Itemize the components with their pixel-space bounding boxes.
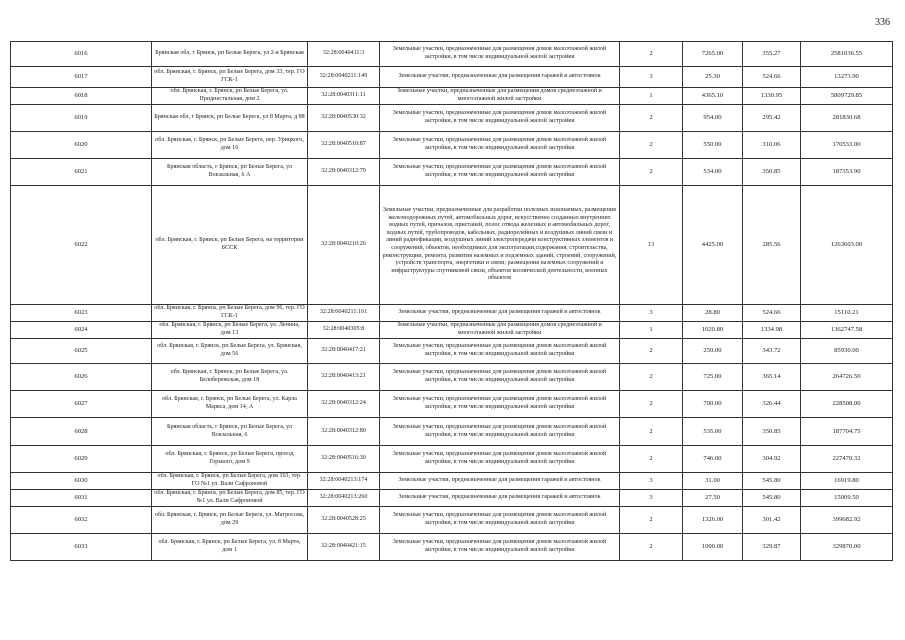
- group-cell: 2: [620, 446, 683, 473]
- table-row: [11, 42, 893, 67]
- cadastral-value-cell: 170533.00: [801, 132, 893, 159]
- cadastral-value-cell: 2581036.55: [801, 42, 893, 67]
- table-row: [11, 490, 893, 507]
- table-row: [11, 473, 893, 490]
- group-cell: 13: [620, 186, 683, 305]
- table-row: [11, 159, 893, 186]
- group-cell: 2: [620, 507, 683, 534]
- rate-cell: 301.42: [743, 507, 801, 534]
- row-number: 6020: [11, 132, 152, 159]
- area-cell: 746.00: [683, 446, 743, 473]
- cadastral-value-cell: 264726.50: [801, 364, 893, 391]
- cadastral-number-cell: 32:28:0040530:32: [308, 105, 380, 132]
- table-row: [11, 132, 893, 159]
- cadastral-number-cell: 32:28:0040211:161: [308, 305, 380, 322]
- land-purpose-cell: Земельные участки, предназначенные для размещения домов малоэтажной жилой застройки, в том числе индивидуальной жилой застройки: [380, 446, 620, 473]
- address-cell: обл. Брянская, г. Брянск, рп Белые Берега, на территории БССК: [152, 186, 308, 305]
- group-cell: 2: [620, 339, 683, 364]
- row-number: 6031: [11, 490, 152, 507]
- land-purpose-cell: Земельные участки, предназначенные для размещения домов малоэтажной жилой застройки, в том числе индивидуальной жилой застройки: [380, 339, 620, 364]
- cadastral-number-cell: 32:28:0040417:21: [308, 339, 380, 364]
- group-cell: 2: [620, 159, 683, 186]
- group-cell: 2: [620, 418, 683, 446]
- address-cell: обл. Брянская, г. Брянск, рп Белые Берега, проезд Горького, дом 9: [152, 446, 308, 473]
- rate-cell: 1330.95: [743, 88, 801, 105]
- group-cell: 3: [620, 490, 683, 507]
- row-number: 6024: [11, 322, 152, 339]
- address-cell: обл. Брянская, г. Брянск, рп Белые Берега, ул. 8 Марта, дом 1: [152, 534, 308, 561]
- row-number: 6026: [11, 364, 152, 391]
- land-purpose-cell: Земельные участки, предназначенные для размещения домов малоэтажной жилой застройки, в том числе индивидуальной жилой застройки: [380, 42, 620, 67]
- table-body: [11, 42, 893, 561]
- cadastral-value-cell: 15009.50: [801, 490, 893, 507]
- area-cell: 954.00: [683, 105, 743, 132]
- group-cell: 2: [620, 105, 683, 132]
- rate-cell: 355.27: [743, 42, 801, 67]
- address-cell: Брянская обл, г Брянск, рп Белые Берега, ул 2-я Брянская: [152, 42, 308, 67]
- rate-cell: 343.72: [743, 339, 801, 364]
- rate-cell: 524.66: [743, 67, 801, 88]
- row-number: 6025: [11, 339, 152, 364]
- table-row: [11, 186, 893, 305]
- cadastral-number-cell: 32:28:0040311:11: [308, 88, 380, 105]
- table-row: [11, 507, 893, 534]
- group-cell: 2: [620, 391, 683, 418]
- cadastral-number-cell: 32:28:0040528:25: [308, 507, 380, 534]
- cadastral-value-cell: 85930.00: [801, 339, 893, 364]
- area-cell: 27.50: [683, 490, 743, 507]
- cadastral-value-cell: 5809729.85: [801, 88, 893, 105]
- cadastral-number-cell: 32:28:0040312:80: [308, 418, 380, 446]
- cadastral-number-cell: 32:28:0040516:30: [308, 446, 380, 473]
- table-row: [11, 534, 893, 561]
- cadastral-value-cell: 1362747.58: [801, 322, 893, 339]
- cadastral-number-cell: 32:28:0040211:149: [308, 67, 380, 88]
- group-cell: 3: [620, 305, 683, 322]
- cadastral-number-cell: 32:28:0040421:15: [308, 534, 380, 561]
- rate-cell: 350.85: [743, 418, 801, 446]
- group-cell: 3: [620, 67, 683, 88]
- area-cell: 1020.80: [683, 322, 743, 339]
- cadastral-number-cell: 32:28:0040411:3: [308, 42, 380, 67]
- row-number: 6029: [11, 446, 152, 473]
- area-cell: 550.00: [683, 132, 743, 159]
- land-purpose-cell: Земельные участки, предназначенные для разработки полезных ископаемых, размещения железнодорожных путей, автомобильных дорог, искусственно созданных внутренних водных путей, причалов, пристаней, полос отвода железных и автомобильных дорог, водных путей, трубопроводов, кабельных, радиорелейных и воздушных линий связи и линий радиофикации, воздушных линий электропередачи конструктивных элементов и сооружений, объектов, необходимых для эксплуатации,содержания, строительства, реконструкции, ремонта, развития наземных и подземных зданий, строений, сооружений, устройств транспорта, энергетики и связи; размещения наземных сооружений и инфраструктуры спутниковой связи, объектов космической деятельности, военных объектов: [380, 186, 620, 305]
- cadastral-value-cell: 281830.68: [801, 105, 893, 132]
- cadastral-value-cell: 329870.00: [801, 534, 893, 561]
- cadastral-value-cell: 227470.32: [801, 446, 893, 473]
- row-number: 6027: [11, 391, 152, 418]
- area-cell: 31.00: [683, 473, 743, 490]
- cadastral-number-cell: 32:28:0040510:87: [308, 132, 380, 159]
- area-cell: 725.00: [683, 364, 743, 391]
- row-number: 6032: [11, 507, 152, 534]
- rate-cell: 545.80: [743, 473, 801, 490]
- group-cell: 3: [620, 473, 683, 490]
- area-cell: 250.00: [683, 339, 743, 364]
- rate-cell: 329.87: [743, 534, 801, 561]
- address-cell: обл. Брянская, г. Брянск, рп Белые Берега, ул. Матросова, дом 29: [152, 507, 308, 534]
- group-cell: 2: [620, 42, 683, 67]
- row-number: 6016: [11, 42, 152, 67]
- land-purpose-cell: Земельные участки, предназначенные для размещения гаражей и автостоянок: [380, 305, 620, 322]
- area-cell: 700.00: [683, 391, 743, 418]
- cadastral-value-cell: 187704.75: [801, 418, 893, 446]
- cadastral-number-cell: 32:28:0040213:260: [308, 490, 380, 507]
- land-purpose-cell: Земельные участки, предназначенные для размещения гаражей и автостоянок: [380, 473, 620, 490]
- address-cell: обл. Брянская, г. Брянск, рп Белые Берега, ул. Приднестальная, дом 2: [152, 88, 308, 105]
- group-cell: 2: [620, 132, 683, 159]
- cadastral-value-cell: 1263603.00: [801, 186, 893, 305]
- table-row: [11, 322, 893, 339]
- land-purpose-cell: Земельные участки, предназначенные для размещения домов малоэтажной жилой застройки, в том числе индивидуальной жилой застройки: [380, 391, 620, 418]
- land-purpose-cell: Земельные участки, предназначенные для размещения гаражей и автостоянок: [380, 490, 620, 507]
- cadastral-value-cell: 228508.00: [801, 391, 893, 418]
- address-cell: обл. Брянская, г. Брянск, рп Белые Берега, дом 96, тер. ГО ГСК-1: [152, 305, 308, 322]
- land-purpose-cell: Земельные участки, предназначенные для размещения гаражей и автостоянок: [380, 67, 620, 88]
- row-number: 6019: [11, 105, 152, 132]
- address-cell: обл. Брянская, г. Брянск, рп Белые Берега, дом 85, тер. ГО №1 ул. Вали Сафроновой: [152, 490, 308, 507]
- rate-cell: 304.92: [743, 446, 801, 473]
- address-cell: обл. Брянская, г. Брянск, рп Белые Берега, пер. Урицкого, дом 16: [152, 132, 308, 159]
- cadastral-number-cell: 32:28:0040312:79: [308, 159, 380, 186]
- address-cell: Брянская обл, г Брянск, рп Белые Берега, ул 8 Марта, д 88: [152, 105, 308, 132]
- address-cell: обл. Брянская, г. Брянск, рп Белые Берега, ул. Брянская, дом 56: [152, 339, 308, 364]
- rate-cell: 285.56: [743, 186, 801, 305]
- rate-cell: 524.66: [743, 305, 801, 322]
- row-number: 6017: [11, 67, 152, 88]
- land-purpose-cell: Земельные участки, предназначенные для размещения домов среднеэтажной и многоэтажной жилой застройки: [380, 322, 620, 339]
- cadastral-value-cell: 16919.80: [801, 473, 893, 490]
- page-number: 336: [875, 17, 890, 28]
- table-row: [11, 364, 893, 391]
- rate-cell: 350.85: [743, 159, 801, 186]
- land-purpose-cell: Земельные участки, предназначенные для размещения домов малоэтажной жилой застройки, в том числе индивидуальной жилой застройки: [380, 105, 620, 132]
- area-cell: 535.00: [683, 418, 743, 446]
- group-cell: 2: [620, 364, 683, 391]
- rate-cell: 1334.98: [743, 322, 801, 339]
- table-row: [11, 339, 893, 364]
- area-cell: 4365.10: [683, 88, 743, 105]
- address-cell: Брянская область, г Брянск, рп Белые Берега, ул Вокзальная, 6: [152, 418, 308, 446]
- table-row: [11, 67, 893, 88]
- land-purpose-cell: Земельные участки, предназначенные для размещения домов среднеэтажной и многоэтажной жилой застройки: [380, 88, 620, 105]
- row-number: 6028: [11, 418, 152, 446]
- cadastral-number-cell: 32:28:0040213:174: [308, 473, 380, 490]
- land-purpose-cell: Земельные участки, предназначенные для размещения домов малоэтажной жилой застройки, в том числе индивидуальной жилой застройки: [380, 364, 620, 391]
- table-row: [11, 88, 893, 105]
- cadastral-number-cell: 32:28:0040413:21: [308, 364, 380, 391]
- cadastral-value-cell: 399682.92: [801, 507, 893, 534]
- table-row: [11, 305, 893, 322]
- address-cell: Брянская область, г Брянск, рп Белые Берега, ул Вокзальная, 6 А: [152, 159, 308, 186]
- group-cell: 2: [620, 534, 683, 561]
- cadastral-number-cell: 32:28:0040210:26: [308, 186, 380, 305]
- rate-cell: 365.14: [743, 364, 801, 391]
- cadastral-value-table: [10, 41, 893, 561]
- address-cell: обл. Брянская, г. Брянск, рп Белые Берега, ул. Белобережская, дом 18: [152, 364, 308, 391]
- row-number: 6022: [11, 186, 152, 305]
- land-purpose-cell: Земельные участки, предназначенные для размещения домов малоэтажной жилой застройки, в том числе индивидуальной жилой застройки: [380, 132, 620, 159]
- cadastral-value-cell: 15110.21: [801, 305, 893, 322]
- address-cell: обл. Брянская, г. Брянск, рп Белые Берега, ул. Ленина, дом 13: [152, 322, 308, 339]
- address-cell: обл. Брянская, г. Брянск, рп Белые Берега, дом 163, тер. ГО №1 ул. Вали Сафроновой: [152, 473, 308, 490]
- table-row: [11, 446, 893, 473]
- rate-cell: 310.06: [743, 132, 801, 159]
- row-number: 6021: [11, 159, 152, 186]
- row-number: 6023: [11, 305, 152, 322]
- rate-cell: 545.80: [743, 490, 801, 507]
- table-row: [11, 391, 893, 418]
- land-purpose-cell: Земельные участки, предназначенные для размещения домов малоэтажной жилой застройки, в том числе индивидуальной жилой застройки: [380, 507, 620, 534]
- area-cell: 4425.00: [683, 186, 743, 305]
- area-cell: 534.00: [683, 159, 743, 186]
- land-purpose-cell: Земельные участки, предназначенные для размещения домов малоэтажной жилой застройки, в том числе индивидуальной жилой застройки: [380, 159, 620, 186]
- area-cell: 25.30: [683, 67, 743, 88]
- cadastral-number-cell: 32:28:0040305:8: [308, 322, 380, 339]
- address-cell: обл. Брянская, г. Брянск, рп Белые Берега, ул. Карла Маркса, дом 14, А: [152, 391, 308, 418]
- row-number: 6018: [11, 88, 152, 105]
- area-cell: 7265.00: [683, 42, 743, 67]
- table-row: [11, 105, 893, 132]
- area-cell: 28.80: [683, 305, 743, 322]
- rate-cell: 326.44: [743, 391, 801, 418]
- rate-cell: 295.42: [743, 105, 801, 132]
- land-purpose-cell: Земельные участки, предназначенные для размещения домов малоэтажной жилой застройки, в том числе индивидуальной жилой застройки: [380, 534, 620, 561]
- row-number: 6033: [11, 534, 152, 561]
- cadastral-value-cell: 13273.90: [801, 67, 893, 88]
- group-cell: 1: [620, 322, 683, 339]
- cadastral-number-cell: 32:28:0040312:24: [308, 391, 380, 418]
- address-cell: обл. Брянская, г. Брянск, рп Белые Берега, дом 33, тер. ГО ГСК-1: [152, 67, 308, 88]
- group-cell: 1: [620, 88, 683, 105]
- land-purpose-cell: Земельные участки, предназначенные для размещения домов малоэтажной жилой застройки, в том числе индивидуальной жилой застройки: [380, 418, 620, 446]
- area-cell: 1326.00: [683, 507, 743, 534]
- cadastral-value-cell: 187353.90: [801, 159, 893, 186]
- row-number: 6030: [11, 473, 152, 490]
- area-cell: 1000.00: [683, 534, 743, 561]
- table-row: [11, 418, 893, 446]
